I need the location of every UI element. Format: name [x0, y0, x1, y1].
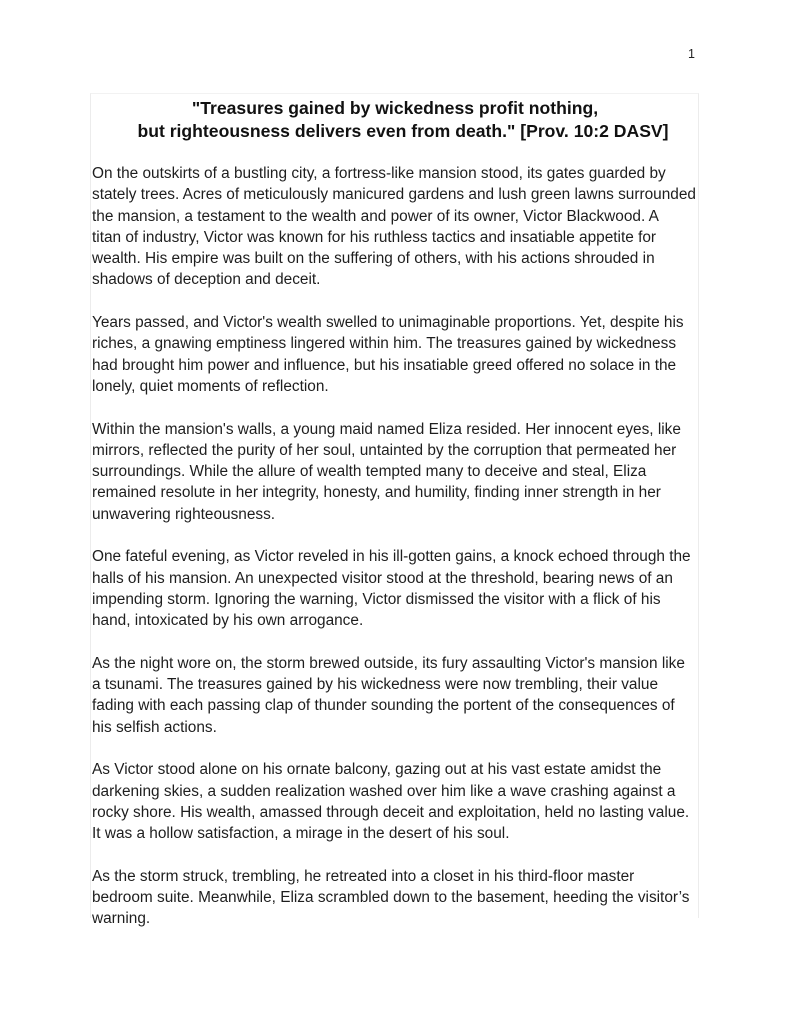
text-line: As the storm struck, trembling, he retreated into a closet in his third-floor master: [92, 867, 635, 885]
text-line: his selfish actions.: [92, 718, 217, 736]
text-line: the mansion, a testament to the wealth and power of its owner, Victor Blackwood. A: [92, 207, 659, 225]
paragraph: [92, 312, 699, 397]
text-line: titan of industry, Victor was known for his ruthless tactics and insatiable appetite for: [92, 228, 657, 246]
text-line: As Victor stood alone on his ornate balcony, gazing out at his vast estate amidst the: [92, 761, 662, 779]
text-line: On the outskirts of a bustling city, a fortress-like mansion stood, its gates guarded by: [92, 165, 666, 182]
text-line: mirrors, reflected the purity of her soul, untainted by the corruption that permeated her: [92, 441, 677, 459]
text-line: One fateful evening, as Victor reveled in his ill-gotten gains, a knock echoed through the: [92, 548, 691, 566]
paragraph: [92, 419, 699, 525]
text-line: halls of his mansion. An unexpected visitor stood at the threshold, bearing news of an: [92, 569, 673, 587]
text-line: hand, intoxicated by his own arrogance.: [92, 612, 364, 630]
paragraph: [92, 546, 699, 631]
text-line: wealth. His empire was built on the suffering of others, with his actions shrouded in: [92, 250, 655, 268]
text-line: shadows of deception and deceit.: [92, 271, 321, 289]
paragraph: [92, 653, 699, 738]
text-line: stately trees. Acres of meticulously manicured gardens and lush green lawns surrounded: [92, 186, 696, 204]
page-number: 1: [688, 47, 695, 61]
text-line: Years passed, and Victor's wealth swelled to unimaginable proportions. Yet, despite his: [92, 314, 684, 332]
text-line: unwavering righteousness.: [92, 505, 276, 523]
title-line-2: but righteousness delivers even from death." [Prov. 10:2 DASV]: [137, 120, 669, 141]
text-line: impending storm. Ignoring the warning, Victor dismissed the visitor with a flick of his: [92, 590, 661, 608]
text-line: surroundings. While the allure of wealth tempted many to deceive and steal, Eliza: [92, 463, 647, 481]
text-line: rocky shore. His wealth, amassed through deceit and exploitation, held no lasting value.: [92, 803, 690, 821]
text-line: warning.: [92, 910, 151, 928]
paragraph: [92, 759, 699, 844]
text-line: It was a hollow satisfaction, a mirage in the desert of his soul.: [92, 825, 510, 843]
text-line: darkening skies, a sudden realization washed over him like a wave crashing against a: [92, 782, 676, 800]
paragraph: [92, 163, 699, 291]
page-title: [91, 97, 699, 142]
text-line: had brought him power and influence, but his insatiable greed offered no solace in the: [92, 356, 677, 374]
paragraph: [92, 866, 699, 930]
story-body: [92, 163, 699, 951]
text-line: bedroom suite. Meanwhile, Eliza scrambled down to the basement, heeding the visitor’s: [92, 889, 690, 907]
text-line: remained resolute in her integrity, honesty, and humility, finding inner strength in her: [92, 484, 661, 502]
text-line: a tsunami. The treasures gained by his wickedness were now trembling, their value: [92, 676, 659, 694]
title-line-1: "Treasures gained by wickedness profit nothing,: [191, 98, 599, 118]
text-line: lonely, quiet moments of reflection.: [92, 377, 329, 395]
text-line: riches, a gnawing emptiness lingered within him. The treasures gained by wickedness: [92, 335, 677, 353]
text-line: Within the mansion's walls, a young maid named Eliza resided. Her innocent eyes, like: [92, 420, 681, 438]
text-line: As the night wore on, the storm brewed outside, its fury assaulting Victor's mansion like: [92, 654, 685, 672]
text-line: fading with each passing clap of thunder sounding the portent of the consequences of: [92, 697, 675, 715]
